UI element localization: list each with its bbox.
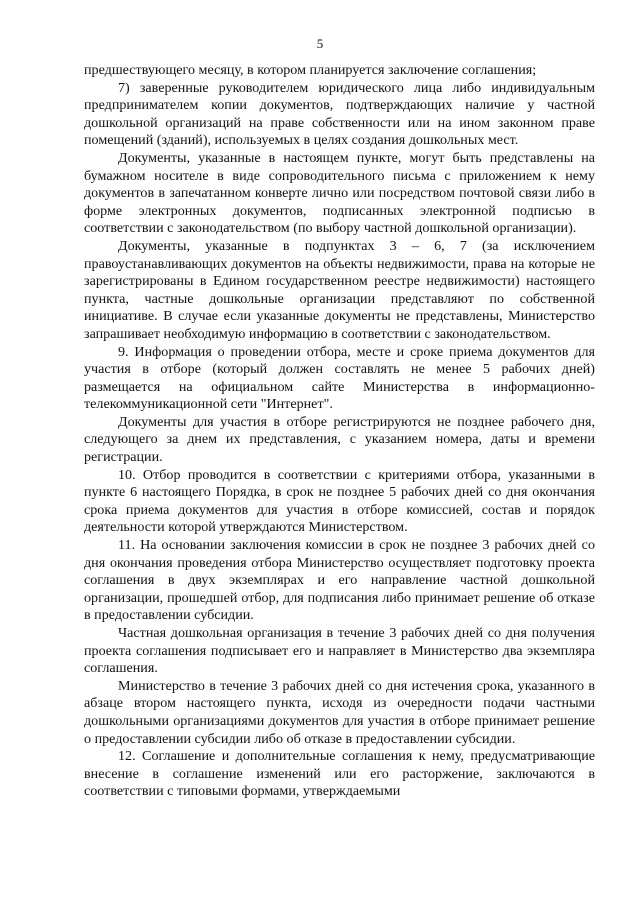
paragraph-item-12: 12. Соглашение и дополнительные соглашения к нему, предусматривающие внесение в соглашение изменений или его расторжение, заключаются в соответствии с типовыми формами, утверждаемыми [84, 748, 595, 800]
paragraph-submission-methods: Документы, указанные в настоящем пункте, могут быть представлены на бумажном носителе в виде сопроводительного письма с приложением к нему документов в запечатанном конверте лично или посредством почтовой связи либо в форме электронных документов, подписанных электронной подписью в соответствии с законодательством (по выбору частной дошкольной организации). [84, 149, 595, 237]
paragraph-item-9: 9. Информация о проведении отбора, месте и сроке приема документов для участия в отборе (который должен составлять не менее 5 рабочих дней) размещается на официальном сайте Министерства в информационно-телекоммуникационной сети "Интернет". [84, 343, 595, 413]
paragraph-item-7: 7) заверенные руководителем юридического лица либо индивидуальным предпринимателем копии документов, подтверждающих наличие у частной дошкольной организаций на праве собственности или на ином законном праве помещений (зданий), используемых в целях создания дошкольных мест. [84, 79, 595, 149]
document-body [84, 62, 595, 801]
paragraph-continuation: предшествующего месяцу, в котором планируется заключение соглашения; [84, 62, 537, 78]
paragraph-item-10: 10. Отбор проводится в соответствии с критериями отбора, указанными в пункте 6 настоящего Порядка, в срок не позднее 5 рабочих дней со дня окончания срока приема документов для участия в отборе комиссией, состав и порядок деятельности которой утверждаются Министерством. [84, 466, 595, 536]
page-number: 5 [316, 36, 324, 51]
paragraph-item-11: 11. На основании заключения комиссии в срок не позднее 3 рабочих дней со дня окончания проведения отбора Министерство осуществляет подготовку проекта соглашения в двух экземплярах и его направление частной дошкольной организации, прошедшей отбор, для подписания либо принимает решение об отказе в предоставлении субсидии. [84, 537, 595, 624]
paragraph-decision: Министерство в течение 3 рабочих дней со дня истечения срока, указанного в абзаце втором настоящего пункта, исходя из очередности подачи частными дошкольными организациями документов для участия в отборе принимает решение о предоставлении субсидии либо об отказе в предоставлении субсидии. [84, 677, 595, 747]
paragraph-own-initiative: Документы, указанные в подпунктах 3 – 6, 7 (за исключением правоустанавливающих документов на объекты недвижимости, права на которые не зарегистрированы в Едином государственном реестре недвижимости) настоящего пункта, частные дошкольные организации представляют по собственной инициативе. В случае если указанные документы не представлены, Министерство запрашивает необходимую информацию в соответствии с законодательством. [84, 237, 595, 342]
paragraph-signing: Частная дошкольная организация в течение 3 рабочих дней со дня получения проекта соглашения подписывает его и направляет в Министерство два экземпляра соглашения. [84, 625, 595, 677]
paragraph-registration: Документы для участия в отборе регистрируются не позднее рабочего дня, следующего за днем их представления, с указанием номера, даты и времени регистрации. [84, 413, 595, 466]
